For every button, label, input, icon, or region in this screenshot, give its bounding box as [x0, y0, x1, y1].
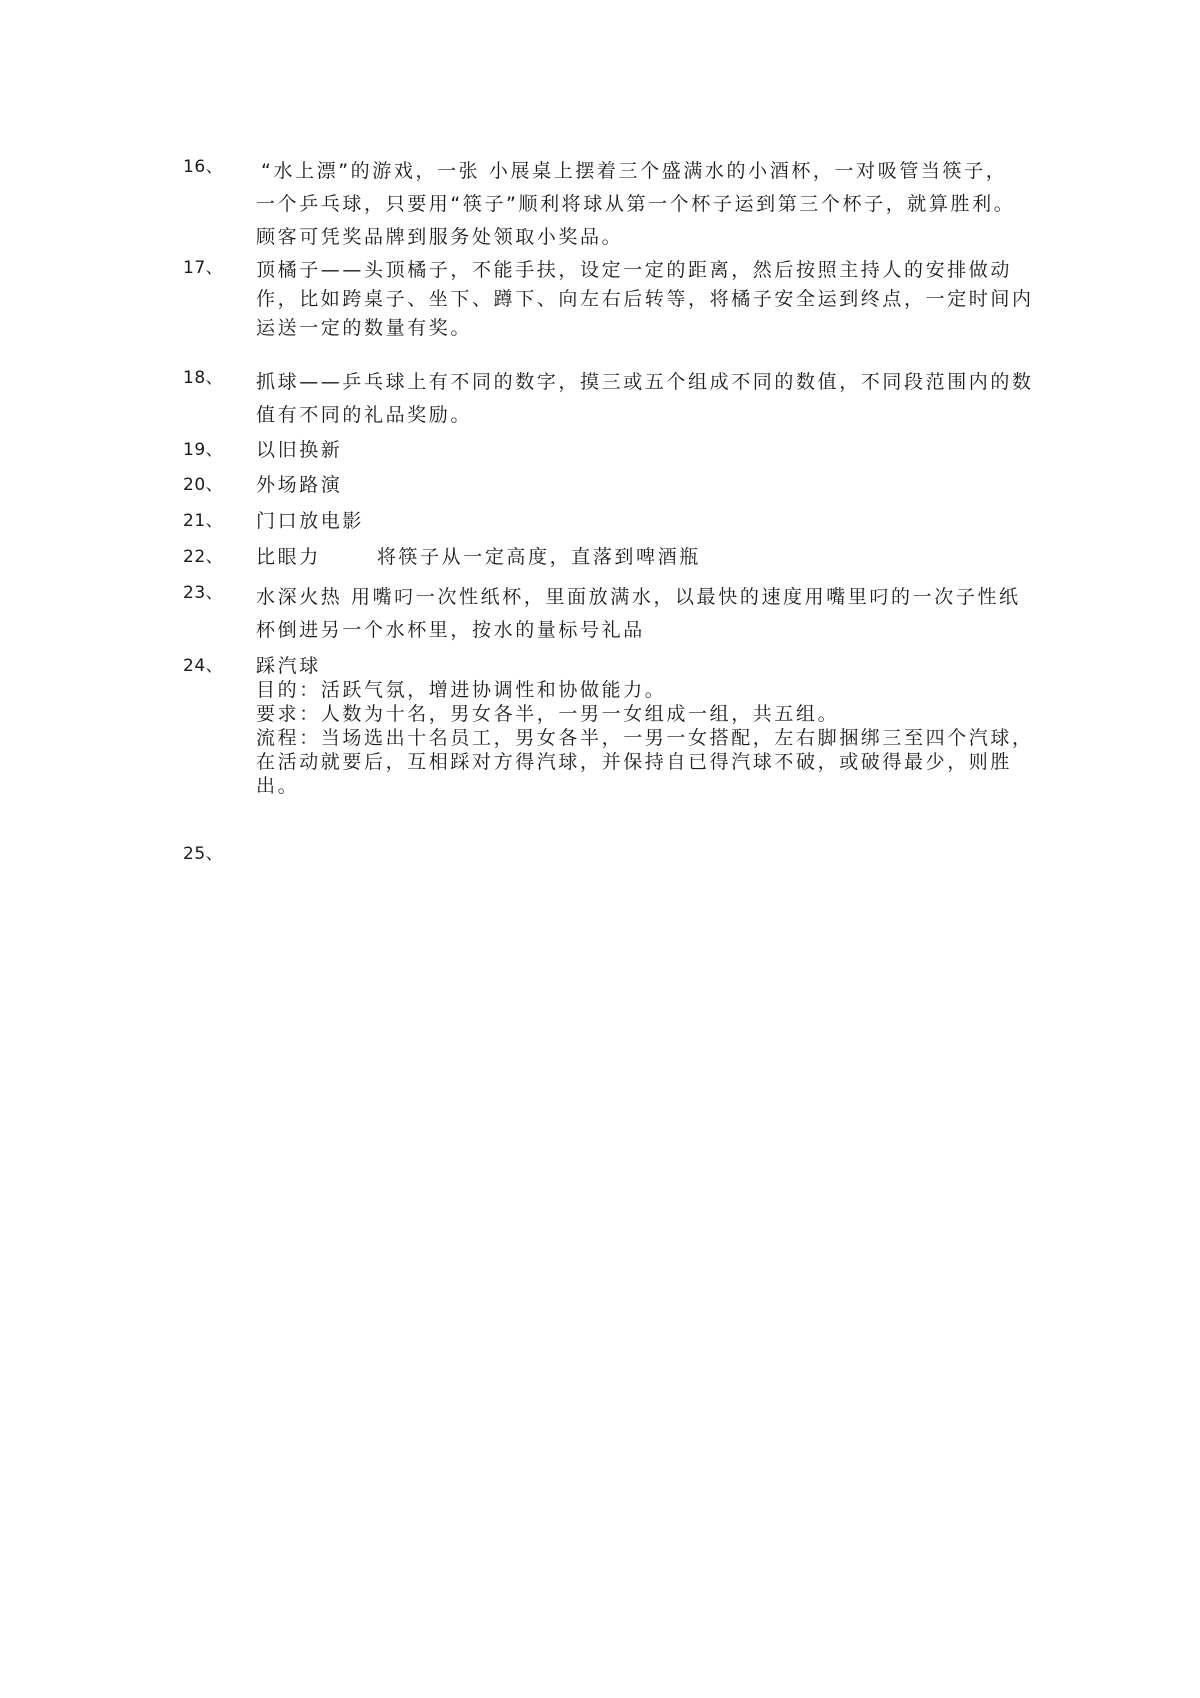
item-line: 外场路演	[256, 474, 343, 496]
item-text	[256, 509, 1041, 533]
item-text	[256, 155, 1041, 254]
item-line: 踩汽球	[256, 655, 321, 677]
item-line: 杯倒进另一个水杯里，按水的量标号礼品	[256, 619, 645, 641]
item-text	[256, 581, 1041, 647]
item-number: 17、	[183, 258, 224, 278]
item-text	[256, 654, 1041, 798]
item-number: 19、	[183, 440, 224, 460]
item-number: 18、	[183, 368, 224, 388]
item-text	[256, 473, 1041, 497]
item-line: 要求：人数为十名，男女各半，一男一女组成一组，共五组。	[256, 703, 840, 725]
item-line: 出。	[256, 775, 300, 797]
item-text	[256, 256, 1041, 343]
item-line: 顾客可凭奖品牌到服务处领取小奖品。	[256, 226, 624, 248]
item-line: 以旧换新	[256, 439, 343, 461]
item-line: 运送一定的数量有奖。	[256, 317, 473, 339]
item-number: 25、	[183, 844, 224, 864]
item-number: 22、	[183, 547, 224, 567]
item-line: 作，比如跨桌子、坐下、蹲下、向左右后转等，将橘子安全运到终点，一定时间内	[256, 288, 1034, 310]
item-line: 流程：当场选出十名员工，男女各半，一男一女搭配，左右脚捆绑三至四个汽球，	[256, 727, 1034, 749]
item-detail: 将筷子从一定高度，直落到啤酒瓶	[376, 546, 701, 568]
item-number: 20、	[183, 475, 224, 495]
item-title: 比眼力	[256, 546, 321, 568]
item-text	[256, 366, 1041, 432]
item-number: 23、	[183, 583, 224, 603]
item-line: 目的：活跃气氛，增进协调性和协做能力。	[256, 679, 667, 701]
item-line: 在活动就要后，互相踩对方得汽球，并保持自已得汽球不破，或破得最少，则胜	[256, 751, 1013, 773]
item-text	[256, 438, 1041, 462]
item-line: 一个乒乓球，只要用“筷子”顺利将球从第一个杯子运到第三个杯子，就算胜利。	[256, 193, 1016, 215]
item-line: 抓球——乒乓球上有不同的数字，摸三或五个组成不同的数值，不同段范围内的数	[256, 371, 1034, 393]
item-line: 门口放电影	[256, 510, 365, 532]
item-number: 24、	[183, 656, 224, 676]
item-line: 水深火热 用嘴叼一次性纸杯，里面放满水，以最快的速度用嘴里叼的一次子性纸	[256, 586, 1021, 608]
item-number: 21、	[183, 511, 224, 531]
item-line: 顶橘子——头顶橘子，不能手扶，设定一定的距离，然后按照主持人的安排做动	[256, 259, 1013, 281]
item-text	[256, 545, 1041, 569]
item-line: 值有不同的礼品奖励。	[256, 404, 473, 426]
item-line: “水上漂”的游戏，一张 小展桌上摆着三个盛满水的小酒杯，一对吸管当筷子，	[261, 160, 1008, 182]
item-number: 16、	[183, 157, 224, 177]
